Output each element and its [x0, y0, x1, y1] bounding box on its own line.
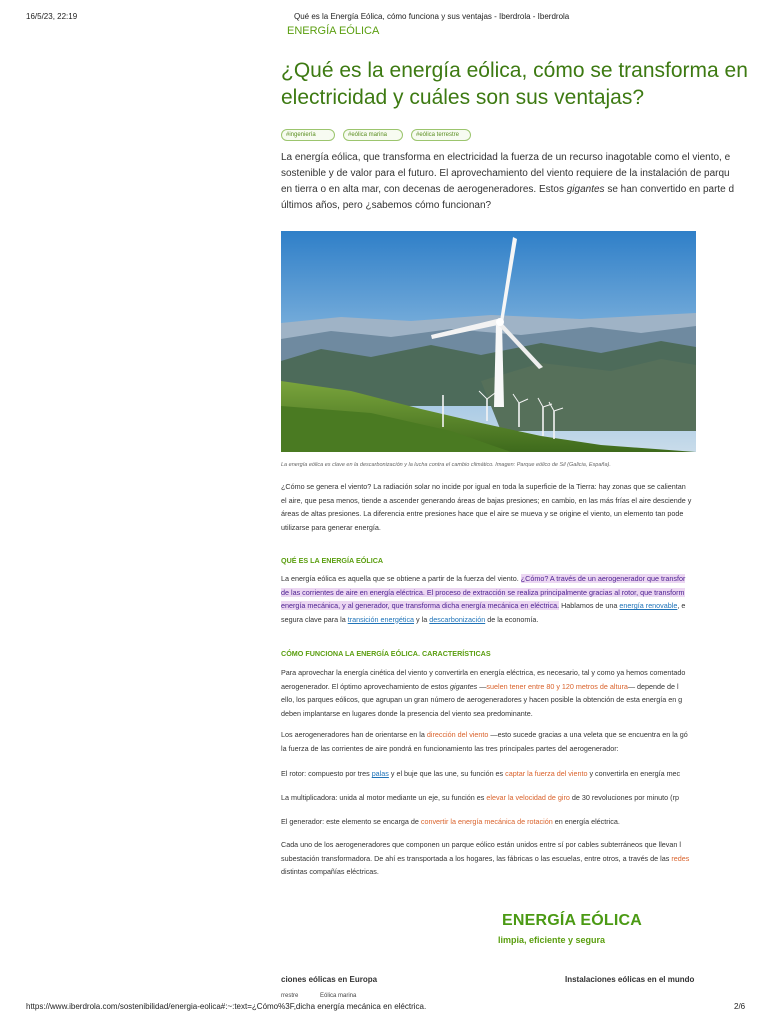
print-date: 16/5/23, 22:19: [26, 12, 78, 21]
section2-paragraph-1: [281, 666, 768, 720]
section1-paragraph: [281, 572, 768, 626]
text-line: subestación transformadora. De ahí es transportada a los hogares, las fábricas o las escuelas, entre otros, a través de las redes: [281, 853, 690, 863]
text-line: El rotor: compuesto por tres palas y el buje que las une, su función es captar la fuerza del viento y convertirla en energía mec: [281, 769, 681, 778]
intro-line: en tierra o en alta mar, con decenas de aerogeneradores. Estos gigantes se han convertido en parte d: [281, 184, 735, 195]
text-line: ¿Cómo se genera el viento? La radiación solar no incide por igual en toda la superficie de la Tierra: hay zonas que se calientan: [281, 482, 686, 491]
text-line: La energía eólica es aquella que se obtiene a partir de la fuerza del viento. ¿Cómo? A través de un aerogenerador que transfor: [281, 574, 686, 583]
text-line: distintas compañías eléctricas.: [281, 867, 379, 876]
highlighted-text[interactable]: ¿Cómo? A través de un aerogenerador que transfor: [520, 574, 686, 583]
infographic-title: ENERGÍA EÓLICA: [502, 912, 642, 929]
text-line: energía mecánica, y al generador, que transforma dicha energía mecánica en eléctrica. Hablamos de una energía renovable, e: [281, 601, 686, 610]
wind-paragraph: [281, 480, 768, 534]
text-line: Los aerogeneradores han de orientarse en la dirección del viento —esto sucede gracias a una veleta que se encuentra en la gó: [281, 730, 688, 739]
legend-terrestre: rrestre: [281, 993, 299, 999]
link-descarbonizacion[interactable]: descarbonización: [429, 614, 486, 624]
text-line: El generador: este elemento se encarga de convertir la energía mecánica de rotación en energía eléctrica.: [281, 817, 620, 826]
text-line: áreas de altas presiones. La diferencia entre presiones hace que el aire se mueva y se origine el viento, un elemento tan pode: [281, 509, 684, 518]
section-heading-como-funciona: CÓMO FUNCIONA LA ENERGÍA EÓLICA. CARACTERÍSTICAS: [281, 649, 491, 658]
text-line: [281, 586, 768, 600]
link-altura[interactable]: suelen tener entre 80 y 120 metros de altura: [486, 681, 628, 691]
multiplicadora-item: [281, 791, 768, 805]
section2-paragraph-3: [281, 838, 768, 879]
tag-eolica-terrestre[interactable]: #eólica terrestre: [411, 129, 471, 141]
text-line: la fuerza de las corrientes de aire pondrá en funcionamiento las tres principales partes del aerogenerador:: [281, 743, 619, 753]
intro-line: La energía eólica, que transforma en electricidad la fuerza de un recurso inagotable como el viento, e: [281, 152, 731, 163]
infographic-subtitle: limpia, eficiente y segura: [498, 935, 606, 945]
text-line: ello, los parques eólicos, que agrupan un gran número de aerogeneradores y hacen posible la obtención de esta energía en g: [281, 695, 683, 704]
rotor-item: [281, 767, 768, 781]
link-redes[interactable]: redes: [671, 853, 690, 863]
tag-eolica-marina[interactable]: #eólica marina: [343, 129, 403, 141]
link-direccion-viento[interactable]: dirección del viento: [426, 730, 489, 739]
tag-ingenieria[interactable]: #ingeniería: [281, 129, 335, 141]
world-installations-label: Instalaciones eólicas en el mundo: [565, 975, 695, 984]
print-page-title: Qué es la Energía Eólica, cómo funciona y sus ventajas - Iberdrola - Iberdrola: [294, 12, 570, 21]
text-line: aerogenerador. El óptimo aprovechamiento de estos gigantes —suelen tener entre 80 y 120 metros de altura— depende de l: [281, 681, 679, 691]
highlighted-text[interactable]: energía mecánica, y al generador, que transforma dicha energía mecánica en eléctrica.: [281, 601, 560, 610]
image-caption: La energía eólica es clave en la descarbonización y la lucha contra el cambio climático. Imagen: Parque eólico de Sil (Galicia, España).: [281, 462, 611, 468]
link-transicion-energetica[interactable]: transición energética: [347, 614, 415, 624]
print-url: https://www.iberdrola.com/sostenibilidad/energia-eolica#:~:text=¿Cómo%3F,dicha energía mecánica en eléctrica.: [26, 1002, 427, 1011]
link-energia-mecanica[interactable]: convertir la energía mecánica de rotación: [420, 817, 553, 826]
legend-marina: Eólica marina: [320, 993, 357, 999]
wind-farm-photo: [281, 231, 696, 452]
text-line: Cada uno de los aerogeneradores que componen un parque eólico están unidos entre sí por cables subterráneos que llevan l: [281, 840, 681, 849]
link-captar-fuerza[interactable]: captar la fuerza del viento: [505, 769, 588, 778]
text-line: La multiplicadora: unida al motor mediante un eje, su función es elevar la velocidad de giro de 30 revoluciones por minuto (rp: [281, 793, 679, 802]
text-line: Para aprovechar la energía cinética del viento y convertirla en energía eléctrica, es necesario, tal y como ya hemos comentado: [281, 668, 686, 677]
article-title: ¿Qué es la energía eólica, cómo se transforma en electricidad y cuáles son sus ventajas?: [281, 59, 748, 109]
tag-list: [281, 129, 471, 141]
europe-installations-label: ciones eólicas en Europa: [281, 975, 378, 984]
text-line: el aire, que pesa menos, tiende a ascender generando áreas de bajas presiones; en cambio, en las más frías el aire desciende y: [281, 495, 692, 505]
section2-paragraph-2: [281, 728, 768, 755]
generador-item: [281, 815, 768, 829]
intro-line: sostenible y de valor para el futuro. El aprovechamiento del viento requiere de la instalación de parqu: [281, 168, 730, 179]
highlighted-text[interactable]: de las corrientes de aire en energía eléctrica. El proceso de extracción se realiza principalmente gracias al rotor, que transform: [281, 587, 685, 597]
print-page-number: 2/6: [734, 1002, 746, 1011]
text-line: segura clave para la transición energética y la descarbonización de la economía.: [281, 614, 539, 624]
link-palas[interactable]: palas: [371, 769, 389, 778]
wind-farm-illustration: [281, 231, 696, 452]
link-velocidad-giro[interactable]: elevar la velocidad de giro: [486, 793, 570, 802]
intro-paragraph: [281, 150, 768, 214]
intro-line: últimos años, pero ¿sabemos cómo funcionan?: [281, 200, 492, 211]
category-label[interactable]: ENERGÍA EÓLICA: [287, 25, 380, 37]
section-heading-que-es: QUÉ ES LA ENERGÍA EÓLICA: [281, 556, 384, 565]
link-energia-renovable[interactable]: energía renovable: [619, 601, 678, 610]
text-line: deben implantarse en lugares donde la presencia del viento sea predominante.: [281, 708, 533, 718]
text-line: utilizarse para generar energía.: [281, 522, 381, 532]
